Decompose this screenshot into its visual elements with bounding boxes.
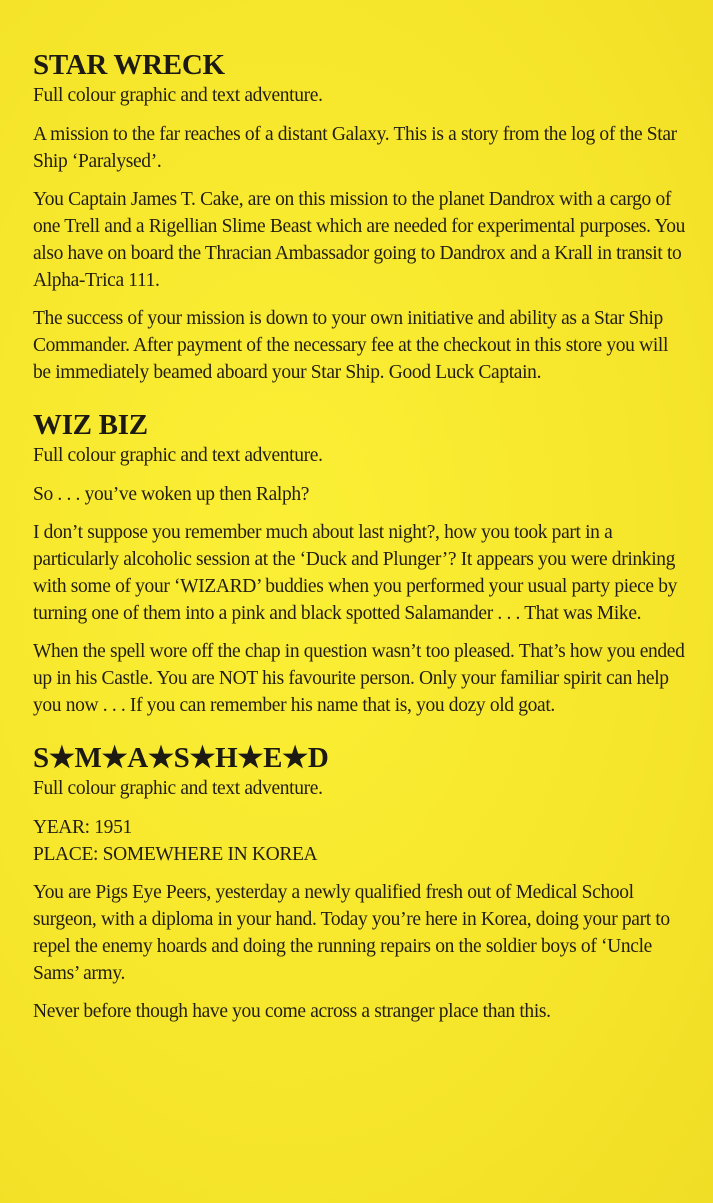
paragraph: Never before though have you come across a stranger place than this.	[33, 1001, 551, 1022]
section-wiz-biz	[33, 408, 689, 719]
section-subtitle: Full colour graphic and text adventure.	[33, 85, 323, 106]
paragraph: When the spell wore off the chap in question wasn’t too pleased. That’s how you ended up in his Castle. You are NOT his favourite person. Only your familiar spirit can help you now . . . If you can remember his name that is, you dozy old goat.	[33, 641, 685, 716]
paragraph: You are Pigs Eye Peers, yesterday a newly qualified fresh out of Medical School surgeon, with a diploma in your hand. Today you’re here in Korea, doing your part to repel the enemy hoards and doing the running repairs on the soldier boys of ‘Uncle Sams’ army.	[33, 882, 670, 984]
section-title: WIZ BIZ	[33, 409, 148, 441]
paragraph: A mission to the far reaches of a distant Galaxy. This is a story from the log of the Star Ship ‘Paralysed’.	[33, 124, 677, 172]
section-star-wreck	[33, 48, 689, 386]
section-title: S★M★A★S★H★E★D	[33, 742, 329, 774]
paragraph: The success of your mission is down to your own initiative and ability as a Star Ship Commander. After payment of the necessary fee at the checkout in this store you will be immediately beamed aboard your Star Ship. Good Luck Captain.	[33, 308, 669, 383]
paragraph: So . . . you’ve woken up then Ralph?	[33, 484, 310, 505]
section-smashed	[33, 741, 689, 1025]
paragraph: You Captain James T. Cake, are on this mission to the planet Dandrox with a cargo of one Trell and a Rigellian Slime Beast which are needed for experimental purposes. You also have on board the Thracian Ambassador going to Dandrox and a Krall in transit to Alpha-Trica 111.	[33, 189, 686, 291]
section-subtitle: Full colour graphic and text adventure.	[33, 445, 323, 466]
place-line: PLACE: SOMEWHERE IN KOREA	[33, 844, 318, 865]
section-subtitle: Full colour graphic and text adventure.	[33, 778, 323, 799]
year-line: YEAR: 1951	[33, 817, 132, 838]
paragraph: I don’t suppose you remember much about last night?, how you took part in a particularly alcoholic session at the ‘Duck and Plunger’? It appears you were drinking with some of your ‘WIZARD’ buddies when you performed your usual party piece by turning one of them into a pink and black spotted Salamander . . . That was Mike.	[33, 522, 678, 624]
section-title: STAR WRECK	[33, 49, 225, 81]
